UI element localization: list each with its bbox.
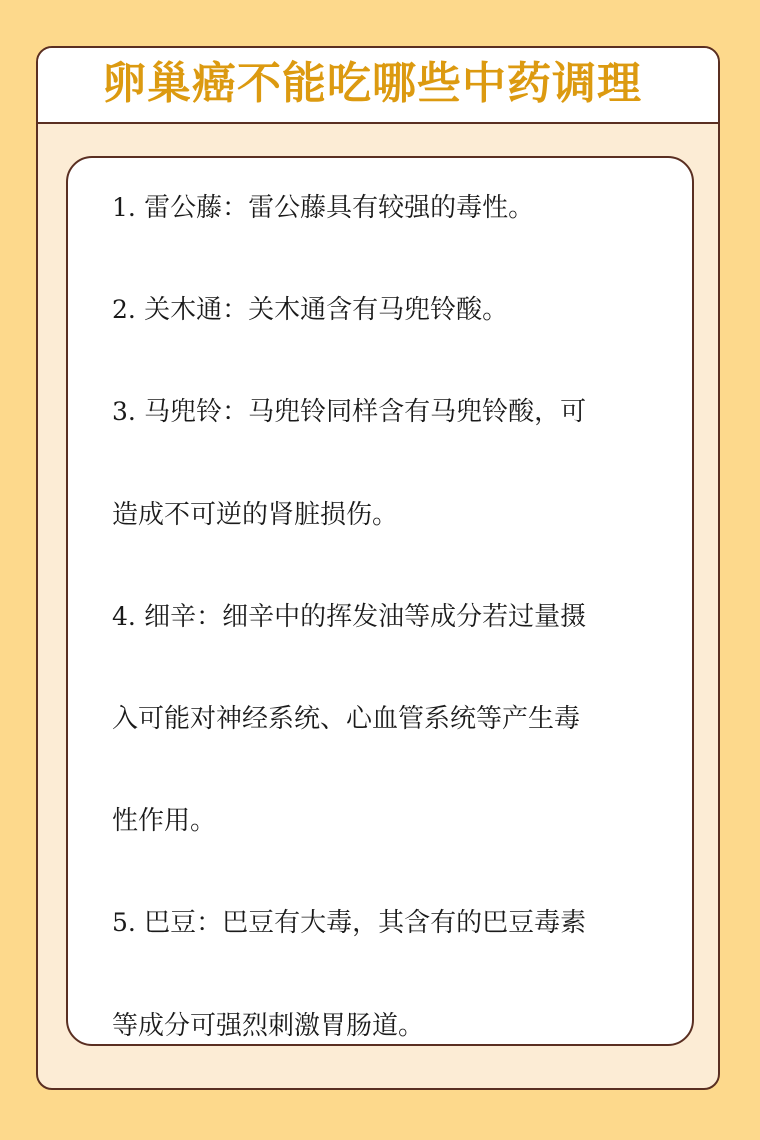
item-number: 4. bbox=[112, 601, 136, 631]
line-text: 雷公藤：雷公藤具有较强的毒性。 bbox=[144, 193, 535, 223]
content-line-5 bbox=[112, 592, 672, 694]
content-line-7 bbox=[112, 796, 672, 898]
line-text: 入可能对神经系统、心血管系统等产生毒 bbox=[112, 703, 581, 734]
line-text: 巴豆：巴豆有大毒，其含有的巴豆毒素 bbox=[144, 908, 587, 939]
page-title: 卵巢癌不能吃哪些中药调理 bbox=[102, 58, 642, 109]
item-number: 5. bbox=[112, 908, 136, 938]
line-text: 性作用。 bbox=[112, 806, 217, 837]
item-number: 3. bbox=[112, 397, 136, 427]
line-text: 造成不可逆的肾脏损伤。 bbox=[112, 499, 399, 530]
content-line-6 bbox=[112, 694, 672, 796]
line-text: 关木通：关木通含有马兜铃酸。 bbox=[144, 295, 509, 326]
content-line-2 bbox=[112, 285, 672, 387]
content-line-3 bbox=[112, 387, 672, 489]
content-line-9 bbox=[112, 1001, 672, 1103]
line-text: 细辛：细辛中的挥发油等成分若过量摄 bbox=[144, 601, 587, 632]
item-number: 2. bbox=[112, 295, 136, 325]
content-line-8 bbox=[112, 898, 672, 1000]
line-text: 等成分可强烈刺激胃肠道。 bbox=[112, 1010, 425, 1041]
content-line-1 bbox=[112, 183, 672, 285]
line-text: 马兜铃：马兜铃同样含有马兜铃酸，可 bbox=[144, 397, 587, 428]
title-bar bbox=[38, 48, 718, 124]
content-card bbox=[66, 156, 694, 1046]
content-lines bbox=[112, 183, 672, 1103]
content-line-4 bbox=[112, 490, 672, 592]
item-number: 1. bbox=[112, 193, 136, 222]
